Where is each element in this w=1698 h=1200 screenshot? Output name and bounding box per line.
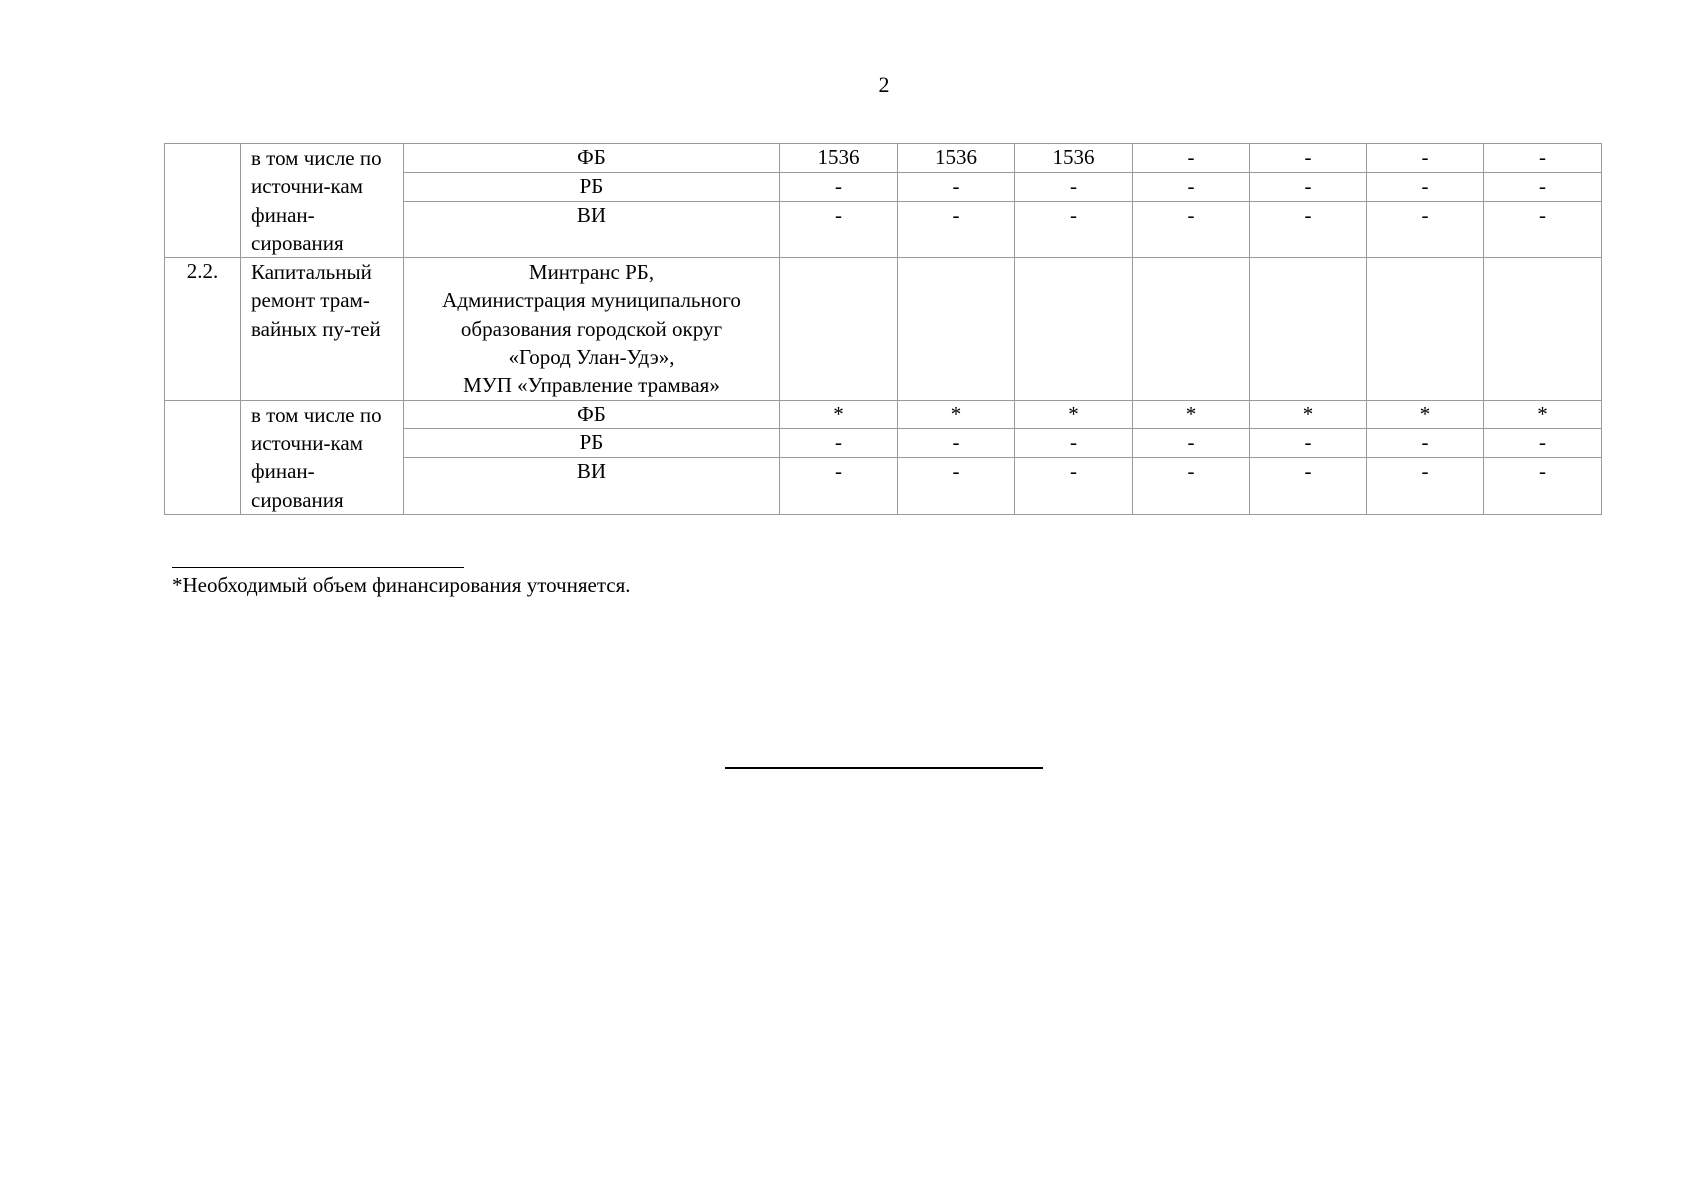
value-cell: - (1484, 172, 1602, 201)
value-cell: - (1133, 144, 1250, 173)
page-number: 2 (878, 72, 890, 97)
table-row (165, 400, 1602, 429)
value-cell: * (1133, 400, 1250, 429)
value-cell: - (898, 458, 1015, 515)
value-cell (1015, 258, 1133, 400)
value-cell: - (1367, 458, 1484, 515)
sources-label: в том числе по источни-кам финан-сирования (241, 400, 404, 514)
value-cell: - (1250, 429, 1367, 458)
value-cell: - (1250, 201, 1367, 258)
value-cell: * (1250, 400, 1367, 429)
value-cell (1250, 258, 1367, 400)
value-cell: - (1015, 429, 1133, 458)
value-cell: - (1484, 201, 1602, 258)
value-cell: - (1367, 172, 1484, 201)
value-cell: - (1367, 144, 1484, 173)
index-cell-empty (165, 144, 241, 258)
table-row (165, 144, 1602, 173)
executor-line: МУП «Управление трамвая» (463, 373, 720, 398)
value-cell: - (1250, 144, 1367, 173)
value-cell: - (898, 429, 1015, 458)
source-cell: ВИ (404, 201, 780, 258)
value-cell: - (780, 458, 898, 515)
value-cell (898, 258, 1015, 400)
value-cell: - (1250, 458, 1367, 515)
item-executors (404, 258, 780, 400)
end-of-document-rule (725, 767, 1043, 769)
value-cell: - (1367, 201, 1484, 258)
value-cell: - (780, 429, 898, 458)
value-cell (1484, 258, 1602, 400)
executor-line: образования городской округ (460, 316, 723, 341)
value-cell: - (1133, 201, 1250, 258)
value-cell: * (1367, 400, 1484, 429)
source-cell: РБ (404, 429, 780, 458)
value-cell: * (1484, 400, 1602, 429)
table-row-item-2-2 (165, 258, 1602, 400)
value-cell: - (1484, 429, 1602, 458)
value-cell (1133, 258, 1250, 400)
value-cell (780, 258, 898, 400)
value-cell: - (1133, 458, 1250, 515)
value-cell (1367, 258, 1484, 400)
item-index: 2.2. (165, 258, 241, 400)
value-cell: - (1250, 172, 1367, 201)
footnote-text: *Необходимый объем финансирования уточняется. (172, 573, 631, 597)
value-cell: - (1484, 144, 1602, 173)
value-cell: - (1133, 429, 1250, 458)
value-cell: * (898, 400, 1015, 429)
value-cell: - (1015, 458, 1133, 515)
value-cell: - (898, 201, 1015, 258)
source-cell: ВИ (404, 458, 780, 515)
value-cell: - (780, 201, 898, 258)
footnote-rule (172, 567, 464, 568)
value-cell: - (1133, 172, 1250, 201)
value-cell: 1536 (780, 144, 898, 173)
source-cell: ФБ (404, 144, 780, 173)
executor-line: «Город Улан-Удэ», (508, 345, 675, 370)
executor-line: Администрация муниципального (442, 288, 741, 313)
value-cell: 1536 (1015, 144, 1133, 173)
value-cell: - (1484, 458, 1602, 515)
value-cell: * (1015, 400, 1133, 429)
value-cell: * (780, 400, 898, 429)
source-cell: ФБ (404, 400, 780, 429)
value-cell: 1536 (898, 144, 1015, 173)
item-name: Капитальный ремонт трам-вайных пу-тей (241, 258, 404, 400)
index-cell-empty (165, 400, 241, 514)
value-cell: - (1015, 201, 1133, 258)
source-cell: РБ (404, 172, 780, 201)
value-cell: - (780, 172, 898, 201)
value-cell: - (1015, 172, 1133, 201)
sources-label: в том числе по источни-кам финан-сирования (241, 144, 404, 258)
value-cell: - (1367, 429, 1484, 458)
funding-table (164, 143, 1602, 515)
executor-line: Минтранс РБ, (528, 260, 655, 285)
value-cell: - (898, 172, 1015, 201)
